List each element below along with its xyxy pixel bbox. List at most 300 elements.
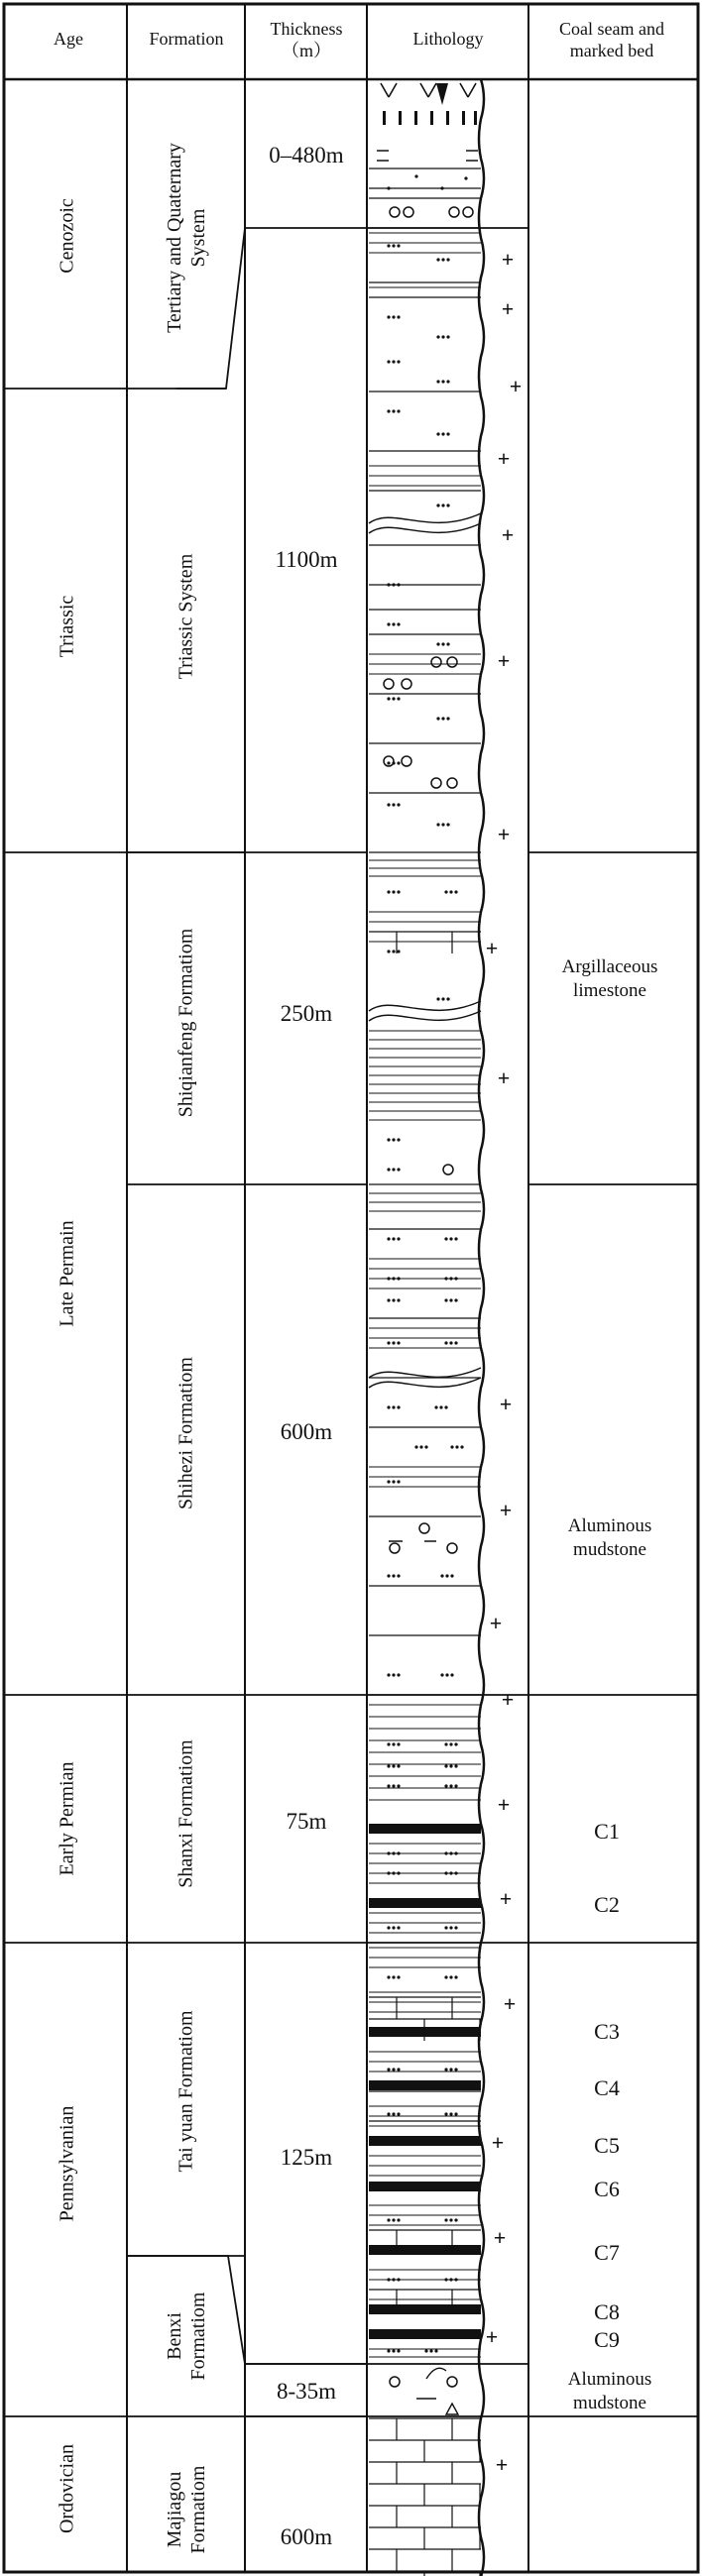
sand-dot: [387, 1168, 390, 1171]
plus-marker: +: [491, 2130, 505, 2155]
sand-dot: [454, 890, 457, 893]
sand-dot: [387, 622, 390, 625]
sand-dot: [397, 1926, 400, 1929]
marker-aluminous-mudstone-1: Aluminous mudstone: [567, 1515, 652, 1560]
sand-dot: [446, 642, 449, 645]
sand-dot: [397, 2278, 400, 2281]
sand-dot: [392, 1764, 395, 1767]
sand-dot: [449, 1298, 452, 1301]
sand-dot: [397, 803, 400, 806]
sand-dot: [454, 2218, 457, 2221]
sand-dot: [387, 1673, 390, 1676]
sand-dot: [397, 2112, 400, 2115]
sand-dot: [434, 2349, 437, 2352]
sand-dot: [397, 1764, 400, 1767]
thickness-majiagou: 600m: [280, 2524, 333, 2549]
sand-dot: [450, 1673, 453, 1676]
sand-dot: [444, 890, 447, 893]
sand-dot: [414, 174, 417, 177]
coal-seam-c2: C2: [594, 1892, 620, 1917]
sand-dot: [392, 1168, 395, 1171]
plus-marker: +: [503, 1991, 517, 2016]
header-coal-seam: Coal seam and marked bed: [559, 19, 664, 60]
loess-mark: [462, 111, 465, 125]
sand-dot: [454, 2112, 457, 2115]
pebble: [384, 679, 394, 689]
sand-dot: [449, 2112, 452, 2115]
sand-dot: [392, 1742, 395, 1745]
sand-dot: [387, 2112, 390, 2115]
age-ordovician: Ordovician: [56, 2444, 78, 2533]
sand-dot: [424, 1445, 427, 1448]
sand-dot: [436, 642, 439, 645]
sand-dot: [397, 1871, 400, 1874]
sand-dot: [397, 1138, 400, 1141]
sand-dot: [441, 997, 444, 1000]
coal-seam-c7: C7: [594, 2240, 620, 2265]
sand-dot: [444, 1871, 447, 1874]
sand-dot: [392, 2278, 395, 2281]
age-late-permian: Late Permain: [56, 1220, 78, 1327]
vegetation-mark: [381, 83, 389, 97]
sand-dot: [434, 1405, 437, 1408]
sand-dot: [446, 717, 449, 720]
sand-dot: [436, 380, 439, 383]
age-triassic: Triassic: [56, 595, 78, 658]
sand-dot: [397, 1975, 400, 1978]
sand-dot: [449, 2278, 452, 2281]
sand-dot: [397, 1341, 400, 1344]
loess-mark: [383, 111, 386, 125]
pebble: [431, 657, 441, 667]
sand-dot: [454, 1926, 457, 1929]
sand-dot: [397, 1168, 400, 1171]
sand-dot: [392, 1405, 395, 1408]
plus-marker: +: [499, 1392, 513, 1416]
sand-dot: [449, 1764, 452, 1767]
loess-mark: [414, 111, 417, 125]
sand-dot: [444, 2112, 447, 2115]
thickness-tertiary: 0–480m: [269, 143, 344, 168]
thickness-benxi: 8-35m: [276, 2379, 337, 2404]
formation-shihezi: Shihezi Formatiom: [175, 1357, 197, 1510]
coal-band: [369, 1824, 481, 1834]
pebble: [447, 1543, 457, 1553]
coal-band: [369, 2080, 481, 2090]
plus-marker: +: [497, 1792, 511, 1817]
plus-marker: +: [501, 522, 515, 547]
thickness-shihezi: 600m: [280, 1419, 333, 1444]
formation-benxi: Benxi Formatiom: [164, 2292, 209, 2381]
sand-dot: [449, 1871, 452, 1874]
cross-bed: [369, 1001, 481, 1011]
sand-dot: [446, 997, 449, 1000]
loess-mark: [446, 111, 449, 125]
coal-seam-c6: C6: [594, 2177, 620, 2201]
sand-dot: [444, 1784, 447, 1787]
sand-dot: [436, 997, 439, 1000]
plus-marker: +: [485, 2324, 499, 2349]
plus-marker: +: [497, 1065, 511, 1090]
vegetation-mark: [468, 83, 476, 97]
sand-dot: [444, 1742, 447, 1745]
vegetation-mark: [428, 83, 436, 97]
sand-dot: [454, 1341, 457, 1344]
sand-dot: [444, 2278, 447, 2281]
plus-marker: +: [497, 648, 511, 673]
pebble: [449, 207, 459, 217]
age-pennsylvanian: Pennsylvanian: [56, 2105, 78, 2222]
sand-dot: [392, 1138, 395, 1141]
coal-seam-c8: C8: [594, 2299, 620, 2324]
pebble: [447, 778, 457, 788]
plus-marker: +: [499, 1886, 513, 1911]
pebble: [402, 679, 411, 689]
plus-marker: +: [501, 1687, 515, 1712]
sand-dot: [424, 2349, 427, 2352]
sand-dot: [436, 258, 439, 261]
sand-dot: [392, 1480, 395, 1483]
sand-dot: [450, 1445, 453, 1448]
sand-dot: [441, 504, 444, 506]
sand-dot: [454, 1742, 457, 1745]
sand-dot: [392, 583, 395, 586]
header-formation: Formation: [149, 29, 224, 49]
coal-band: [369, 2136, 481, 2146]
sand-dot: [436, 432, 439, 435]
sand-dot: [436, 504, 439, 506]
sand-dot: [392, 315, 395, 318]
sand-dot: [454, 1784, 457, 1787]
sand-dot: [449, 1851, 452, 1854]
sand-dot: [397, 1851, 400, 1854]
thickness-taiyuan: 125m: [280, 2145, 333, 2170]
sand-dot: [397, 890, 400, 893]
sand-dot: [429, 2349, 432, 2352]
sand-dot: [387, 2068, 390, 2071]
cross-bed: [369, 1011, 481, 1021]
header-lithology: Lithology: [412, 29, 484, 49]
sand-dot: [397, 244, 400, 247]
sand-dot: [454, 1298, 457, 1301]
sand-dot: [397, 622, 400, 625]
sand-dot: [441, 717, 444, 720]
plus-marker: +: [497, 446, 511, 471]
thickness-shiqianfeng: 250m: [280, 1001, 333, 1026]
soil-marker: [436, 83, 448, 105]
plus-marker: +: [497, 822, 511, 846]
sand-dot: [392, 2349, 395, 2352]
sand-dot: [440, 1673, 443, 1676]
sand-dot: [387, 315, 390, 318]
sand-dot: [387, 2278, 390, 2281]
sand-dot: [441, 258, 444, 261]
vegetation-mark: [460, 83, 468, 97]
sand-dot: [444, 1405, 447, 1408]
plus-marker: +: [501, 247, 515, 272]
sand-dot: [392, 409, 395, 412]
sand-dot: [444, 1298, 447, 1301]
sand-dot: [444, 1975, 447, 1978]
sand-dot: [392, 1237, 395, 1240]
plus-marker: +: [485, 936, 499, 960]
sand-dot: [387, 890, 390, 893]
sand-dot: [397, 1277, 400, 1280]
pebble: [390, 207, 400, 217]
thickness-triassic: 1100m: [275, 547, 338, 572]
sand-dot: [392, 360, 395, 363]
sand-dot: [387, 186, 390, 189]
sand-dot: [449, 890, 452, 893]
sand-dot: [445, 1673, 448, 1676]
sand-dot: [387, 2218, 390, 2221]
sand-dot: [387, 1138, 390, 1141]
sand-dot: [454, 1975, 457, 1978]
sand-dot: [392, 2068, 395, 2071]
sand-dot: [441, 380, 444, 383]
sand-dot: [441, 642, 444, 645]
sand-dot: [444, 1341, 447, 1344]
plus-marker: +: [501, 296, 515, 321]
sand-dot: [449, 1784, 452, 1787]
pebble: [419, 1523, 429, 1533]
sand-dot: [446, 504, 449, 506]
sand-dot: [441, 335, 444, 338]
sand-dot: [444, 1237, 447, 1240]
sand-dot: [449, 1341, 452, 1344]
cross-bed: [426, 2368, 446, 2379]
pebble: [390, 1543, 400, 1553]
sand-dot: [440, 1574, 443, 1577]
sand-dot: [414, 1445, 417, 1448]
sand-dot: [387, 1341, 390, 1344]
sand-dot: [392, 1851, 395, 1854]
sand-dot: [392, 697, 395, 700]
sand-dot: [449, 1742, 452, 1745]
sand-dot: [397, 409, 400, 412]
sand-dot: [397, 360, 400, 363]
pebble: [431, 778, 441, 788]
sand-dot: [397, 1237, 400, 1240]
sand-dot: [392, 1341, 395, 1344]
sand-dot: [440, 186, 443, 189]
coal-seam-c9: C9: [594, 2327, 620, 2352]
sand-dot: [439, 1405, 442, 1408]
triangle-symbol: [446, 2404, 458, 2414]
formation-triassic-system: Triassic System: [175, 553, 197, 680]
sand-dot: [450, 1574, 453, 1577]
sand-dot: [392, 1277, 395, 1280]
sand-dot: [441, 432, 444, 435]
sand-dot: [454, 1871, 457, 1874]
sand-dot: [392, 1574, 395, 1577]
pebble: [402, 756, 411, 766]
sand-dot: [397, 2349, 400, 2352]
sand-dot: [392, 890, 395, 893]
sand-dot: [444, 1926, 447, 1929]
sand-dot: [387, 1764, 390, 1767]
sand-dot: [392, 1975, 395, 1978]
sand-dot: [397, 583, 400, 586]
header-age: Age: [54, 29, 83, 49]
sand-dot: [392, 1784, 395, 1787]
sand-dot: [387, 1975, 390, 1978]
sand-dot: [387, 1277, 390, 1280]
marker-aluminous-mudstone-2: Aluminous mudstone: [567, 2369, 652, 2413]
pebble: [447, 657, 457, 667]
sand-dot: [387, 244, 390, 247]
coal-band: [369, 2304, 481, 2314]
sand-dot: [392, 1871, 395, 1874]
sand-dot: [387, 1871, 390, 1874]
marker-argillaceous-limestone: Argillaceous limestone: [561, 956, 658, 1001]
sand-dot: [387, 761, 390, 764]
header-thickness: Thickness （m）: [270, 19, 343, 60]
cross-bed: [369, 1368, 481, 1378]
formation-shanxi: Shanxi Formatiom: [175, 1739, 197, 1888]
sand-dot: [397, 2218, 400, 2221]
vegetation-mark: [420, 83, 428, 97]
sand-dot: [387, 1742, 390, 1745]
loess-mark: [474, 111, 477, 125]
sand-dot: [387, 1298, 390, 1301]
sand-dot: [419, 1445, 422, 1448]
plus-marker: +: [489, 1611, 503, 1635]
sand-dot: [387, 360, 390, 363]
sand-dot: [449, 1975, 452, 1978]
cross-bed: [369, 513, 481, 523]
coal-band: [369, 2182, 481, 2191]
sand-dot: [464, 176, 467, 179]
sand-dot: [446, 432, 449, 435]
sand-dot: [392, 244, 395, 247]
sand-dot: [397, 950, 400, 952]
sand-dot: [387, 1784, 390, 1787]
sand-dot: [444, 1764, 447, 1767]
sand-dot: [454, 1277, 457, 1280]
loess-mark: [399, 111, 402, 125]
sand-dot: [454, 2278, 457, 2281]
sand-dot: [392, 1926, 395, 1929]
pebble: [390, 2377, 400, 2387]
sand-dot: [387, 1926, 390, 1929]
sand-dot: [436, 717, 439, 720]
sand-dot: [397, 1784, 400, 1787]
loess-mark: [430, 111, 433, 125]
sand-dot: [392, 622, 395, 625]
sand-dot: [446, 380, 449, 383]
sand-dot: [444, 1851, 447, 1854]
plus-marker: +: [493, 2225, 507, 2250]
sand-dot: [397, 1298, 400, 1301]
sand-dot: [397, 2068, 400, 2071]
formation-majiagou: Majiagou Formatiom: [164, 2465, 209, 2554]
sand-dot: [392, 2218, 395, 2221]
sand-dot: [449, 1237, 452, 1240]
pebble: [443, 1165, 453, 1175]
sand-dot: [444, 1277, 447, 1280]
sand-dot: [397, 1405, 400, 1408]
vegetation-mark: [389, 83, 397, 97]
coal-seam-c1: C1: [594, 1819, 620, 1844]
formation-shiqianfeng: Shiqianfeng Formatiom: [175, 928, 197, 1118]
sand-dot: [397, 315, 400, 318]
pebble: [404, 207, 413, 217]
sand-dot: [446, 823, 449, 826]
sand-dot: [392, 2112, 395, 2115]
sand-dot: [387, 2349, 390, 2352]
sand-dot: [449, 2068, 452, 2071]
sand-dot: [449, 1926, 452, 1929]
coal-seam-c3: C3: [594, 2019, 620, 2044]
sand-dot: [449, 1277, 452, 1280]
sand-dot: [441, 823, 444, 826]
sand-dot: [387, 409, 390, 412]
formation-tertiary-quaternary: Tertiary and Quaternary System: [164, 143, 209, 333]
sand-dot: [446, 258, 449, 261]
sand-dot: [449, 2218, 452, 2221]
sand-dot: [392, 1673, 395, 1676]
sand-dot: [444, 2068, 447, 2071]
sand-dot: [436, 823, 439, 826]
coal-band: [369, 2245, 481, 2255]
sand-dot: [455, 1445, 458, 1448]
sand-dot: [445, 1574, 448, 1577]
sand-dot: [392, 1298, 395, 1301]
sand-dot: [387, 1480, 390, 1483]
sand-dot: [387, 1574, 390, 1577]
sand-dot: [454, 2068, 457, 2071]
coal-band: [369, 1898, 481, 1908]
plus-marker: +: [499, 1498, 513, 1522]
sand-dot: [454, 1851, 457, 1854]
thickness-shanxi: 75m: [286, 1809, 327, 1834]
coal-seam-c4: C4: [594, 2075, 620, 2100]
sand-dot: [460, 1445, 463, 1448]
sand-dot: [387, 697, 390, 700]
sand-dot: [392, 950, 395, 952]
sand-dot: [397, 1480, 400, 1483]
sand-dot: [392, 803, 395, 806]
lithology-column: [369, 79, 522, 2576]
pebble: [463, 207, 473, 217]
sand-dot: [387, 583, 390, 586]
sand-dot: [444, 2218, 447, 2221]
cross-bed: [369, 523, 481, 533]
sand-dot: [397, 697, 400, 700]
sand-dot: [446, 335, 449, 338]
sand-dot: [454, 1237, 457, 1240]
plus-marker: +: [495, 2452, 509, 2477]
sand-dot: [397, 1574, 400, 1577]
cross-bed: [369, 1378, 481, 1388]
sand-dot: [387, 950, 390, 952]
sand-dot: [397, 1673, 400, 1676]
pebble: [447, 2377, 457, 2387]
sand-dot: [387, 1237, 390, 1240]
sand-dot: [387, 1405, 390, 1408]
sand-dot: [397, 1742, 400, 1745]
coal-band: [369, 2329, 481, 2339]
sand-dot: [397, 761, 400, 764]
sand-dot: [387, 803, 390, 806]
sand-dot: [454, 1764, 457, 1767]
age-early-permian: Early Permian: [56, 1761, 78, 1876]
sand-dot: [387, 1851, 390, 1854]
formation-taiyuan: Tai yuan Formatiom: [175, 2010, 197, 2173]
age-cenozoic: Cenozoic: [56, 198, 78, 274]
coal-seam-c5: C5: [594, 2133, 620, 2158]
